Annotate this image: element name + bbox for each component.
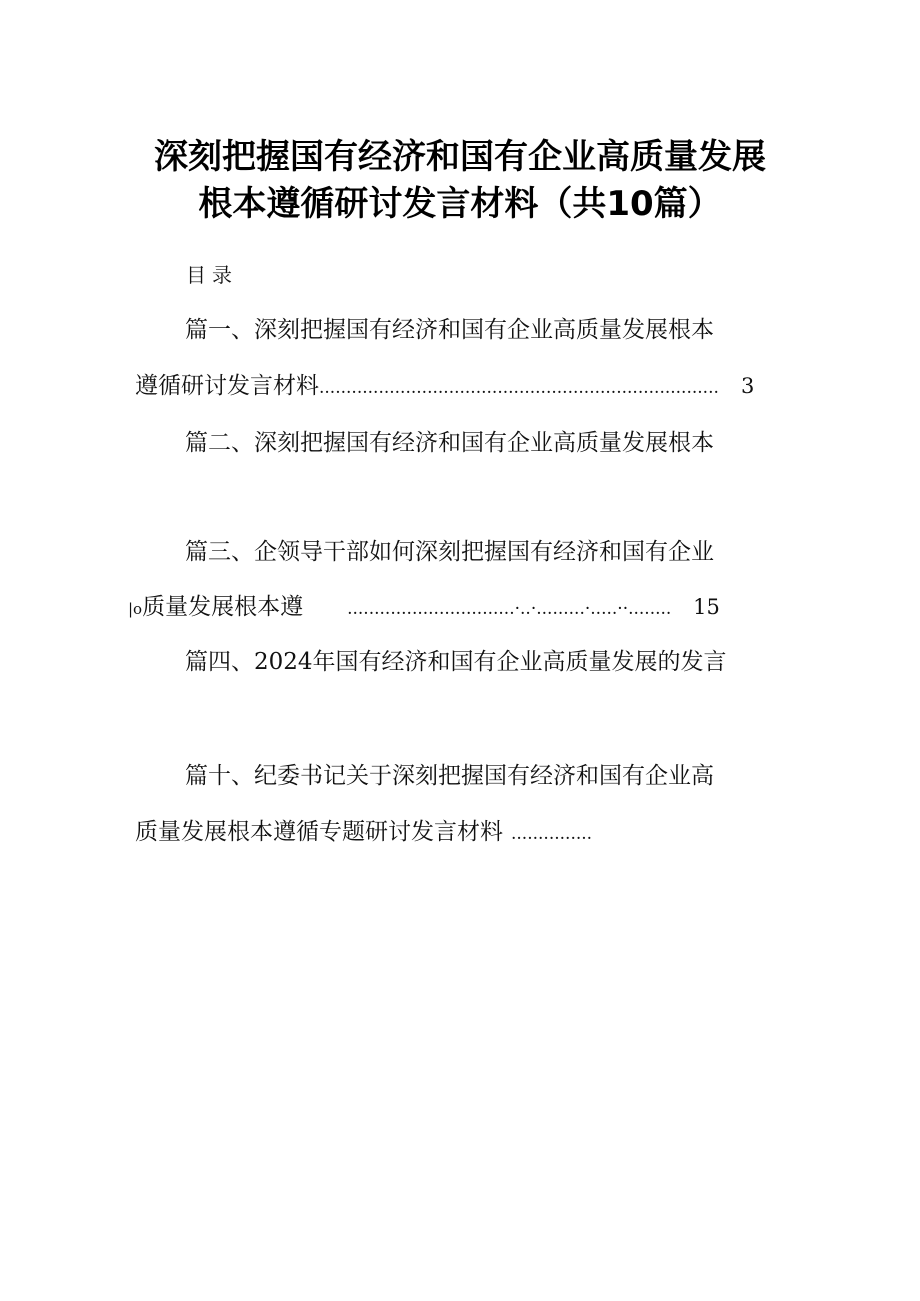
toc-entry-10-line-1: 篇十、纪委书记关于深刻把握国有经济和国有企业高 [185,763,714,789]
toc-entry-3-page: 15 [693,595,720,619]
toc-entry-10-text: 质量发展根本遵循专题研讨发言材料 [135,819,503,845]
toc-entry-1-page: 3 [741,374,755,398]
toc-entry-3-line-1: 篇三、企领导干部如何深刻把握国有经济和国有企业 [185,539,714,565]
toc-entry-1-line-1: 篇一、深刻把握国有经济和国有企业高质量发展根本 [185,317,714,343]
toc-entry-3-text: 质量发展根本遵 [142,594,304,620]
toc-entry-3-prefix: |о [128,600,143,618]
toc-entry-4-prefix: 篇四、 [185,649,254,675]
toc-entry-1-text: 遵循研讨发言材料 [135,373,319,399]
toc-entry-3-line-2 [128,592,720,624]
toc-entry-4-year: 2024 [254,649,313,675]
toc-entry-3-leader: ...............................·..·.........·.....··........ [347,599,672,619]
toc-entry-4-line-1 [185,647,727,677]
toc-heading: 目录 [186,263,238,287]
toc-entry-1-line-2 [135,371,754,403]
toc-entry-2-line-1: 篇二、深刻把握国有经济和国有企业高质量发展根本 [185,430,714,456]
toc-entry-10-leader: ............... [511,824,593,844]
toc-entry-1-leader: .......................................................................... [319,378,719,398]
toc-entry-4-text: 年国有经济和国有企业高质量发展的发言 [312,649,727,675]
document-title-line-1: 深刻把握国有经济和国有企业高质量发展 [154,137,766,177]
document-title-line-2: 根本遵循研讨发言材料（共10篇） [198,184,722,224]
toc-entry-10-line-2 [135,817,601,849]
